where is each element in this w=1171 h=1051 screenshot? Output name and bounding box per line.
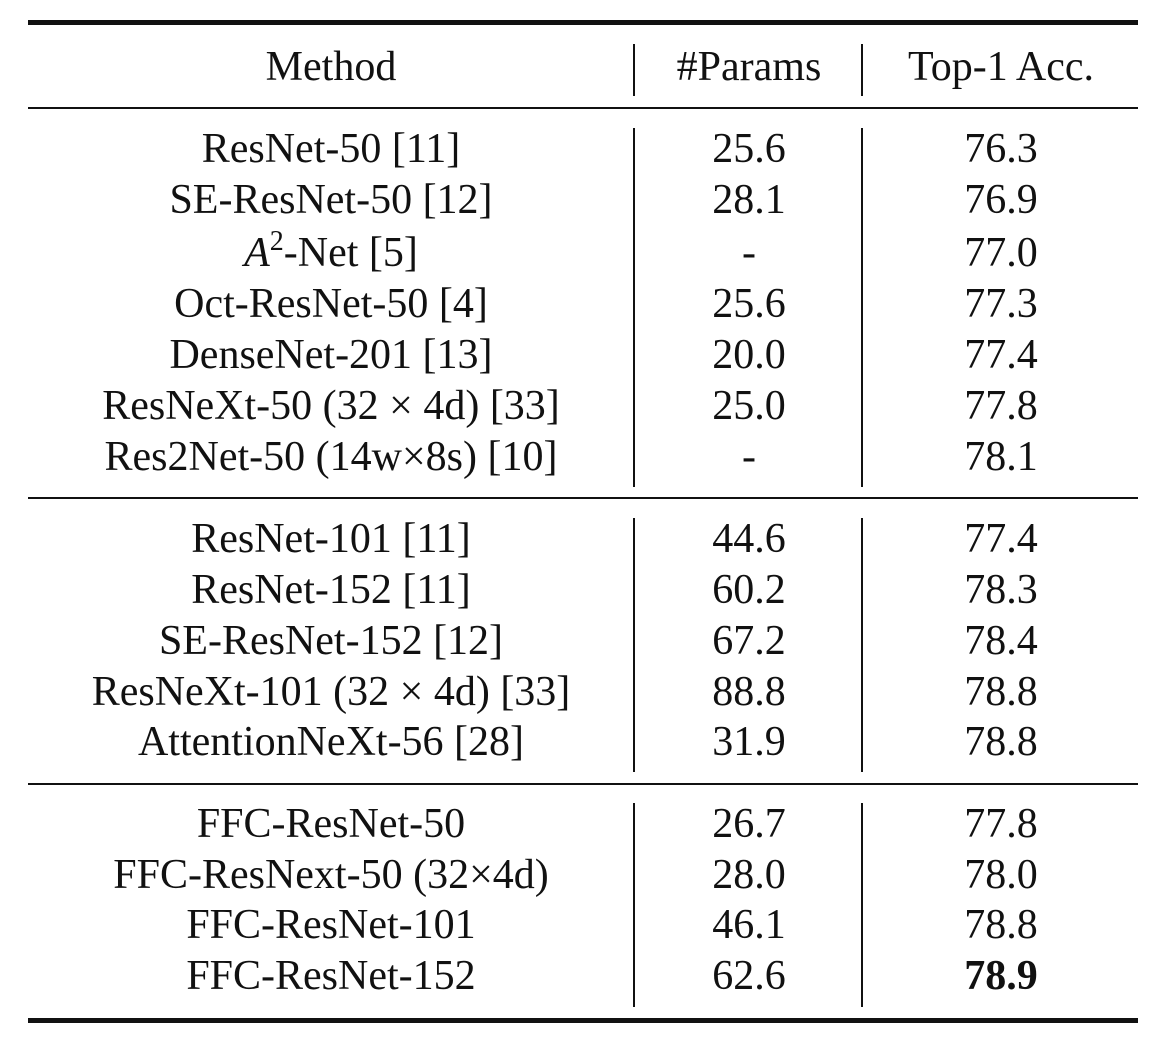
method-cell: DenseNet-201 [13] xyxy=(169,332,493,378)
params-cell: 25.6 xyxy=(712,126,786,172)
group2-rule xyxy=(28,783,1138,785)
acc-cell: 77.0 xyxy=(964,230,1038,276)
acc-cell: 78.8 xyxy=(964,669,1038,715)
acc-cell: 78.1 xyxy=(964,434,1038,480)
params-cell: 25.6 xyxy=(712,281,786,327)
method-cell: FFC-ResNet-101 xyxy=(186,902,476,948)
header-acc: Top-1 Acc. xyxy=(907,44,1094,90)
method-cell: SE-ResNet-152 [12] xyxy=(158,618,504,664)
acc-cell: 77.8 xyxy=(964,383,1038,429)
acc-cell: 77.8 xyxy=(964,801,1038,847)
acc-cell: 78.8 xyxy=(964,719,1038,765)
params-cell: 60.2 xyxy=(712,567,786,613)
params-cell: 88.8 xyxy=(712,669,786,715)
params-cell: 28.0 xyxy=(712,852,786,898)
method-cell: AttentionNeXt-56 [28] xyxy=(137,719,525,765)
acc-cell: 78.4 xyxy=(964,618,1038,664)
params-cell: 28.1 xyxy=(712,177,786,223)
method-cell: ResNet-152 [11] xyxy=(191,567,471,613)
method-cell: Oct-ResNet-50 [4] xyxy=(174,281,488,327)
params-cell: 44.6 xyxy=(712,516,786,562)
method-cell: FFC-ResNet-152 xyxy=(186,953,476,999)
method-superscript: 2 xyxy=(269,226,284,257)
params-cell: 26.7 xyxy=(712,801,786,847)
group1-rule xyxy=(28,497,1138,499)
method-cell: FFC-ResNext-50 (32×4d) xyxy=(113,852,549,898)
method-cell xyxy=(28,227,634,279)
params-cell: 62.6 xyxy=(712,953,786,999)
params-cell: 31.9 xyxy=(712,719,786,765)
method-cell: ResNet-50 [11] xyxy=(201,126,461,172)
method-math-symbol: A xyxy=(244,230,270,276)
params-cell: - xyxy=(742,434,756,480)
method-cell: ResNeXt-101 (32 × 4d) [33] xyxy=(91,669,571,715)
method-cell: ResNeXt-50 (32 × 4d) [33] xyxy=(102,383,560,429)
acc-cell: 78.0 xyxy=(964,852,1038,898)
top-rule xyxy=(28,20,1138,25)
header-rule xyxy=(28,107,1138,109)
acc-cell: 78.8 xyxy=(964,902,1038,948)
method-cell: ResNet-101 [11] xyxy=(191,516,471,562)
bottom-rule xyxy=(28,1018,1138,1023)
acc-cell: 76.9 xyxy=(964,177,1038,223)
method-cell: FFC-ResNet-50 xyxy=(196,801,466,847)
method-cell: SE-ResNet-50 [12] xyxy=(169,177,493,223)
header-method: Method xyxy=(265,44,397,90)
acc-cell: 77.3 xyxy=(964,281,1038,327)
acc-cell: 77.4 xyxy=(964,516,1038,562)
acc-cell: 78.3 xyxy=(964,567,1038,613)
acc-cell: 77.4 xyxy=(964,332,1038,378)
acc-cell: 76.3 xyxy=(964,126,1038,172)
best-acc-cell: 78.9 xyxy=(964,953,1038,999)
params-cell: 46.1 xyxy=(712,902,786,948)
params-cell: - xyxy=(742,230,756,276)
params-cell: 67.2 xyxy=(712,618,786,664)
method-cell: Res2Net-50 (14w×8s) [10] xyxy=(104,434,558,480)
method-text: -Net [5] xyxy=(283,230,418,276)
params-cell: 25.0 xyxy=(712,383,786,429)
header-params: #Params xyxy=(676,44,822,90)
params-cell: 20.0 xyxy=(712,332,786,378)
